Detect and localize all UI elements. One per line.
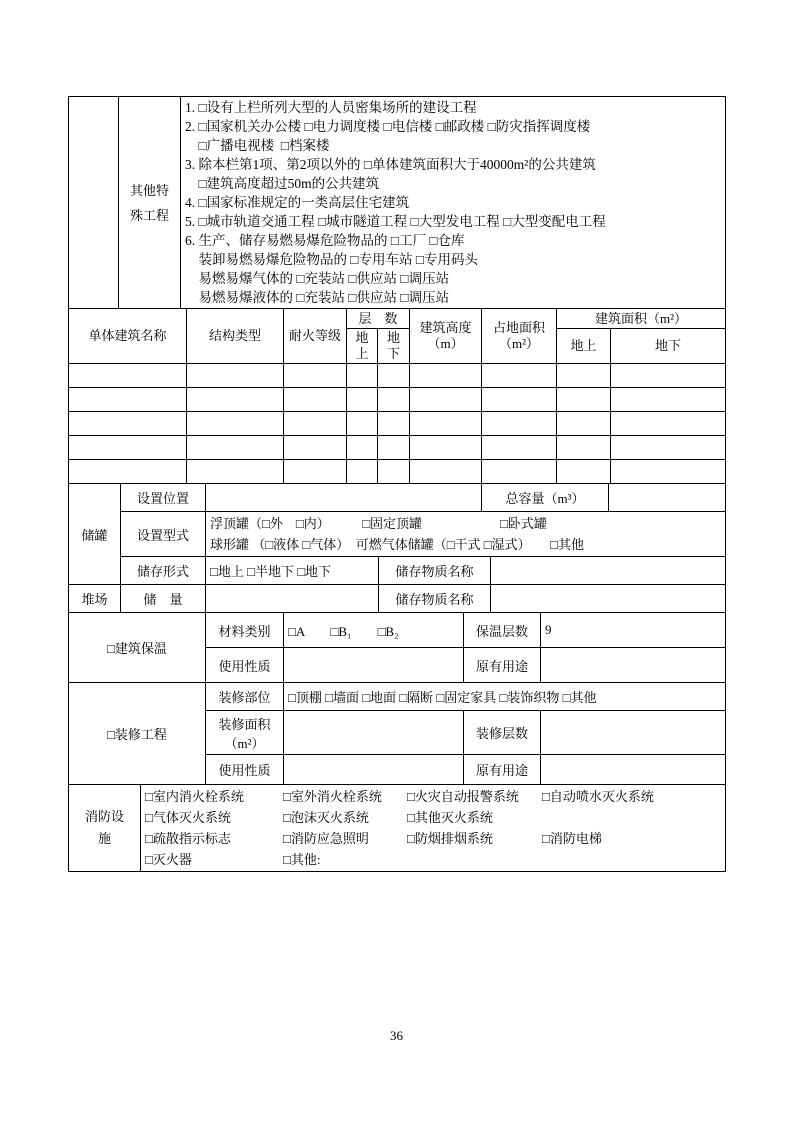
special-line: □广播电视楼 □档案楼 [185,138,330,153]
empty-cell [69,388,187,412]
empty-cell [410,388,482,412]
empty-cell [187,436,284,460]
empty-cell [187,460,284,484]
fire-option: □室内消火栓系统 [145,789,244,804]
fire-facilities-label-cell [69,785,141,872]
tank-type-options-cell [206,512,726,557]
decoration-section [68,682,726,785]
empty-cell [557,364,611,388]
col-header-floors-above: 地上 [347,329,378,364]
tank-storage-form-label: 储存形式 [121,557,206,585]
insulation-material-options: □A □B₁ □B₂ [284,613,464,648]
col-header-footprint-area: 占地面积（m²） [482,309,557,364]
fire-facilities-options-cell [141,785,726,872]
empty-cell [410,364,482,388]
table-row [69,412,726,436]
empty-cell [611,460,726,484]
tank-substance-label: 储存物质名称 [379,557,491,585]
col-header-building-name: 单体建筑名称 [69,309,187,364]
col-header-area-above: 地上 [557,329,611,364]
table-row [69,364,726,388]
decoration-floors-value-cell [541,711,726,755]
insulation-usage-value-cell [284,648,464,683]
stockyard-section [68,584,726,613]
insulation-original-use-label: 原有用途 [464,648,541,683]
insulation-label: □建筑保温 [69,613,206,683]
fire-option: □火灾自动报警系统 [407,789,519,804]
empty-cell [187,388,284,412]
tank-label: 储罐 [69,484,121,585]
empty-cell [611,388,726,412]
tank-location-label: 设置位置 [121,484,206,512]
tank-type-options-line2: 球形罐 （□液体 □气体） 可燃气体储罐（□干式 □湿式） □其他 [210,537,585,552]
insulation-layers-label: 保温层数 [464,613,541,648]
special-line: □建筑高度超过50m的公共建筑 [185,176,380,191]
special-line: 易燃易爆气体的 □充装站 □供应站 □调压站 [185,271,450,286]
fire-options-row [145,849,721,870]
insulation-original-use-value-cell [541,648,726,683]
special-line: 5. □城市轨道交通工程 □城市隧道工程 □大型发电工程 □大型变配电工程 [185,214,606,229]
fire-facilities-label: 消防设施 [84,809,124,846]
fire-option: □灭火器 [145,852,192,867]
tank-capacity-label: 总容量（m³） [482,484,609,512]
empty-cell [347,412,378,436]
tank-type-options-line1: 浮顶罐（□外 □内） □固定顶罐 □卧式罐 [210,516,547,531]
decoration-parts-options: □顶棚 □墙面 □地面 □隔断 □固定家具 □装饰织物 □其他 [284,683,726,711]
empty-cell [410,460,482,484]
yard-quantity-label: 储 量 [121,585,206,613]
empty-cell [482,436,557,460]
decoration-area-value-cell [284,711,464,755]
tank-location-value-cell [206,484,482,512]
fire-option: □其他灭火系统 [407,810,493,825]
empty-cell [482,412,557,436]
decoration-area-label: 装修面积（m²） [206,711,284,755]
tank-type-label: 设置型式 [121,512,206,557]
empty-cell [284,388,347,412]
insulation-section [68,612,726,683]
fire-option: □泡沫灭火系统 [283,810,369,825]
decoration-original-use-value-cell [541,755,726,785]
fire-option: □自动喷水灭火系统 [542,789,654,804]
col-header-floors: 层 数 [347,309,410,329]
empty-cell [557,388,611,412]
yard-substance-value-cell [491,585,726,613]
empty-cell [187,364,284,388]
decoration-floors-label: 装修层数 [464,711,541,755]
fire-option: □防烟排烟系统 [407,831,493,846]
special-line: 6. 生产、储存易燃易爆危险物品的 □工厂 □仓库 [185,233,465,248]
special-projects-options-cell [181,97,726,309]
empty-cell [482,460,557,484]
col-header-floors-below: 地下 [378,329,410,364]
empty-cell [482,364,557,388]
special-projects-section [68,96,726,309]
empty-cell [410,412,482,436]
decoration-label: □装修工程 [69,683,206,785]
special-projects-label: 其他特殊工程 [129,182,169,223]
fire-options-row [145,786,721,807]
fire-options-row [145,807,721,828]
col-header-structure-type: 结构类型 [187,309,284,364]
empty-cell [378,412,410,436]
col-header-fire-resistance: 耐火等级 [284,309,347,364]
decoration-original-use-label: 原有用途 [464,755,541,785]
storage-tank-section [68,483,726,585]
table-row [69,388,726,412]
empty-cell [284,460,347,484]
fire-facilities-section [68,784,726,872]
insulation-layers-value: 9 [541,613,726,648]
empty-cell [410,436,482,460]
empty-cell [69,436,187,460]
empty-cell [378,364,410,388]
empty-cell [378,436,410,460]
special-line: 易燃易爆液体的 □充装站 □供应站 □调压站 [185,290,450,305]
table-row [69,460,726,484]
empty-cell [557,436,611,460]
empty-cell [347,436,378,460]
fire-safety-form [68,96,725,872]
empty-cell [347,460,378,484]
yard-label: 堆场 [69,585,121,613]
col-header-area-below: 地下 [611,329,726,364]
yard-substance-label: 储存物质名称 [379,585,491,613]
fire-option: □疏散指示标志 [145,831,231,846]
fire-option [542,807,721,828]
fire-option [542,849,721,870]
insulation-material-label: 材料类别 [206,613,284,648]
tank-capacity-value-cell [609,484,726,512]
tank-storage-form-options: □地上 □半地下 □地下 [206,557,379,585]
decoration-usage-value-cell [284,755,464,785]
empty-cell [378,460,410,484]
special-projects-label-cell [119,97,181,309]
empty-cell [284,364,347,388]
fire-option: □消防电梯 [542,831,602,846]
empty-cell [347,364,378,388]
tank-substance-value-cell [491,557,726,585]
empty-cell [611,412,726,436]
empty-cell [187,412,284,436]
building-table-section [68,308,726,484]
table-row [69,436,726,460]
fire-option: □消防应急照明 [283,831,369,846]
special-line: 3. 除本栏第1项、第2项以外的 □单体建筑面积大于40000m²的公共建筑 [185,157,596,172]
empty-cell [611,436,726,460]
empty-cell [347,388,378,412]
decoration-usage-label: 使用性质 [206,755,284,785]
fire-option: □气体灭火系统 [145,810,231,825]
fire-option: □其他: [283,852,321,867]
special-line: 4. □国家标准规定的一类高层住宅建筑 [185,195,410,210]
empty-cell [69,364,187,388]
empty-cell [482,388,557,412]
fire-option: □室外消火栓系统 [283,789,382,804]
special-line: 2. □国家机关办公楼 □电力调度楼 □电信楼 □邮政楼 □防灾指挥调度楼 [185,119,591,134]
empty-cell [284,436,347,460]
page-number: 36 [390,1028,403,1043]
fire-option [407,849,542,870]
empty-cell [557,460,611,484]
yard-quantity-value-cell [206,585,379,613]
decoration-parts-label: 装修部位 [206,683,284,711]
empty-cell [69,412,187,436]
empty-cell [69,97,119,309]
empty-cell [557,412,611,436]
empty-cell [611,364,726,388]
col-header-floor-area: 建筑面积（m²） [557,309,726,329]
empty-cell [69,460,187,484]
empty-cell [284,412,347,436]
special-line: 1. □设有上栏所列大型的人员密集场所的建设工程 [185,100,477,115]
fire-options-row [145,828,721,849]
special-line: 装卸易燃易爆危险物品的 □专用车站 □专用码头 [185,252,479,267]
col-header-building-height: 建筑高度（m） [410,309,482,364]
empty-cell [378,388,410,412]
insulation-usage-label: 使用性质 [206,648,284,683]
